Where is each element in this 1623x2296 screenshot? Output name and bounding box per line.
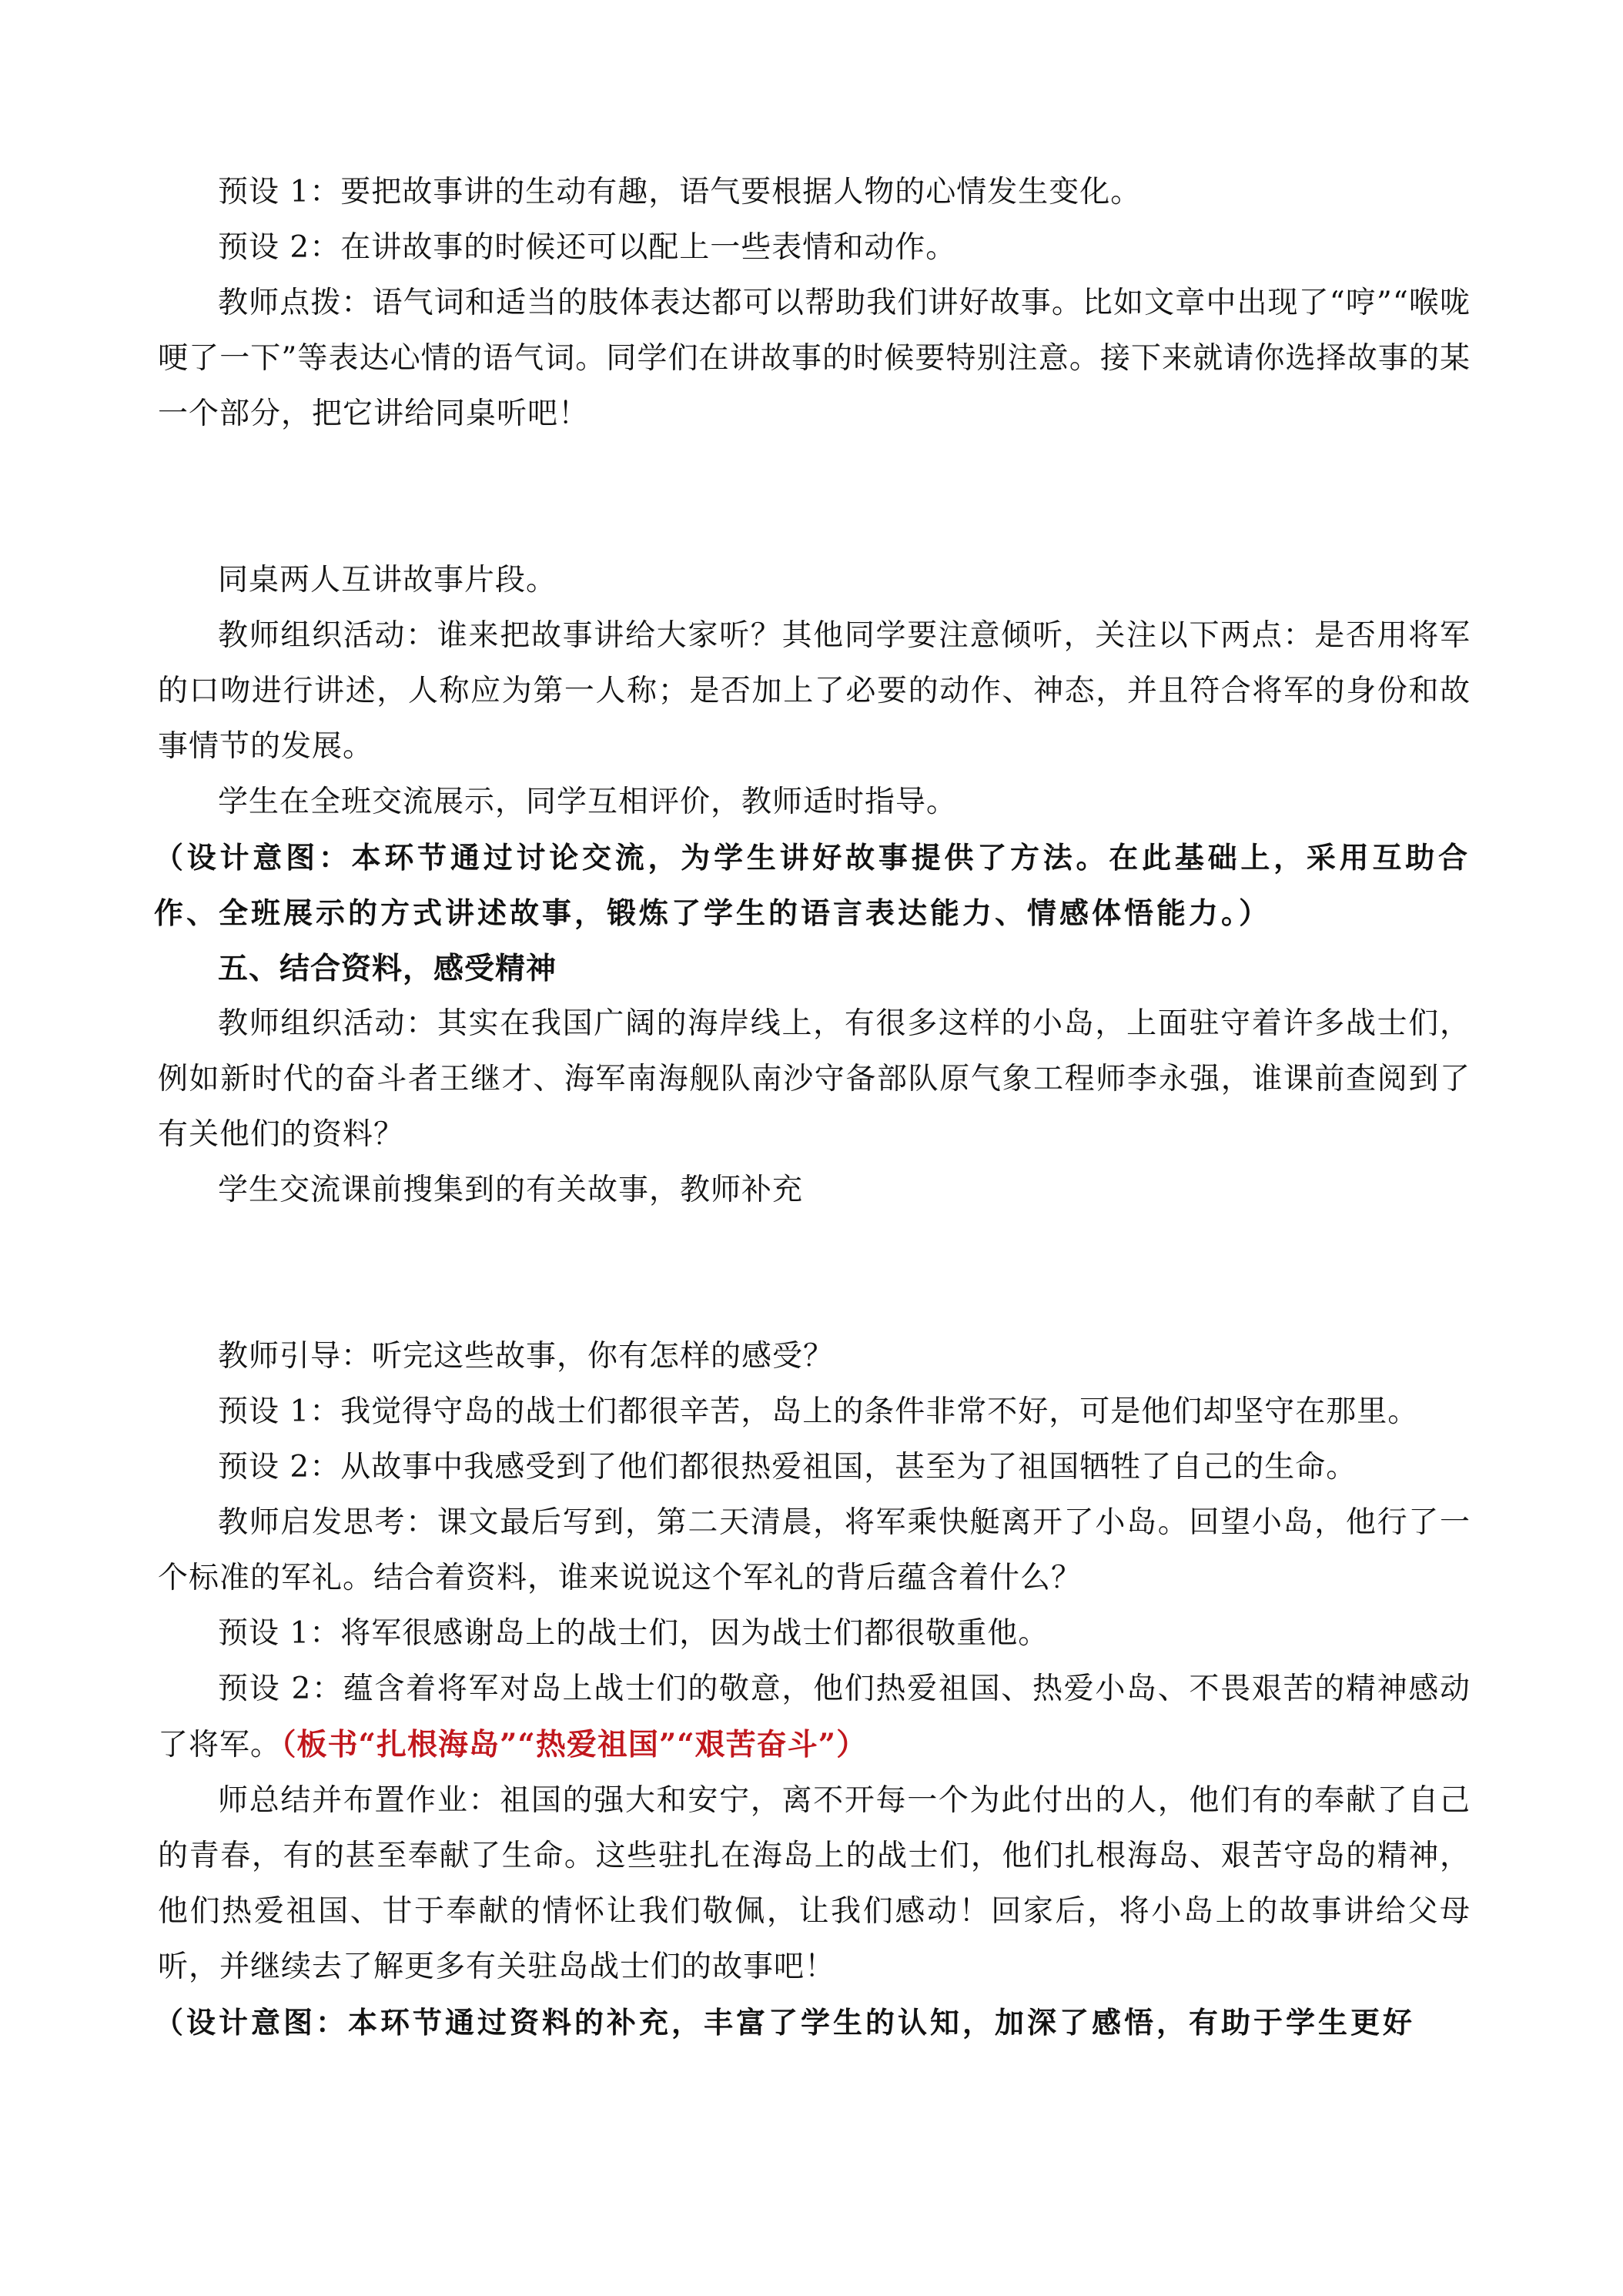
teacher-activity-materials-paragraph: 教师组织活动：其实在我国广阔的海岸线上，有很多这样的小岛，上面驻守着许多战士们，例如新时代的奋斗者王继才、海军南海舰队南沙守备部队原气象工程师李永强，谁课前查阅到了有关他们的资料？ [158, 1006, 1471, 1152]
preset-2-paragraph: 预设 2：在讲故事的时候还可以配上一些表情和动作。 [218, 230, 957, 265]
blank-gap [158, 442, 1471, 553]
blackboard-writing-note: （板书“扎根海岛”“热爱祖国”“艰苦奋斗”） [281, 1727, 868, 1762]
blank-gap [158, 1218, 1471, 1329]
document-body [154, 165, 1471, 2050]
preset-1-paragraph: 预设 1：要把故事讲的生动有趣，语气要根据人物的心情发生变化。 [218, 175, 1142, 209]
salute-preset-2-text: 预设 2：蕴含着将军对岛上战士们的敬意，他们热爱祖国、热爱小岛、不畏艰苦的精神感动了将军。 [158, 1672, 1471, 1762]
design-intent-2: （设计意图：本环节通过资料的补充，丰富了学生的认知，加深了感悟，有助于学生更好 [154, 2005, 1416, 2040]
teacher-activity-paragraph: 教师组织活动：谁来把故事讲给大家听？其他同学要注意倾听，关注以下两点：是否用将军的口吻进行讲述，人称应为第一人称；是否加上了必要的动作、神态，并且符合将军的身份和故事情节的发展。 [158, 618, 1471, 764]
design-intent-1: （设计意图：本环节通过讨论交流，为学生讲好故事提供了方法。在此基础上，采用互助合作、全班展示的方式讲述故事，锻炼了学生的语言表达能力、情感体悟能力。） [154, 840, 1471, 930]
section-heading-5: 五、结合资料，感受精神 [218, 951, 557, 986]
feeling-preset-2-paragraph: 预设 2：从故事中我感受到了他们都很热爱祖国，甚至为了祖国牺牲了自己的生命。 [218, 1450, 1357, 1484]
teacher-inspire-paragraph: 教师启发思考：课文最后写到，第二天清晨，将军乘快艇离开了小岛。回望小岛，他行了一个标准的军礼。结合着资料，谁来说说这个军礼的背后蕴含着什么？ [158, 1505, 1471, 1595]
class-sharing-paragraph: 学生在全班交流展示，同学互相评价，教师适时指导。 [218, 785, 958, 819]
teacher-guidance-paragraph: 教师点拨：语气词和适当的肢体表达都可以帮助我们讲好故事。比如文章中出现了“哼”“喉咙哽了一下”等表达心情的语气词。同学们在讲故事的时候要特别注意。接下来就请你选择故事的某一个部分，把它讲给同桌听吧！ [158, 286, 1471, 431]
teacher-lead-paragraph: 教师引导：听完这些故事，你有怎样的感受？ [218, 1339, 835, 1374]
feeling-preset-1-paragraph: 预设 1：我觉得守岛的战士们都很辛苦，岛上的条件非常不好，可是他们却坚守在那里。 [218, 1394, 1419, 1429]
deskmate-storytelling-paragraph: 同桌两人互讲故事片段。 [218, 563, 557, 597]
salute-preset-1-paragraph: 预设 1：将军很感谢岛上的战士们，因为战士们都很敬重他。 [218, 1616, 1049, 1651]
student-exchange-paragraph: 学生交流课前搜集到的有关故事，教师补充 [218, 1173, 804, 1207]
teacher-summary-homework-paragraph: 师总结并布置作业：祖国的强大和安宁，离不开每一个为此付出的人，他们有的奉献了自己的青春，有的甚至奉献了生命。这些驻扎在海岛上的战士们，他们扎根海岛、艰苦守岛的精神，他们热爱祖国、甘于奉献的情怀让我们敬佩，让我们感动！回家后，将小岛上的故事讲给父母听，并继续去了解更多有关驻岛战士们的故事吧！ [158, 1783, 1471, 1984]
salute-preset-2-paragraph [158, 1662, 1471, 1773]
